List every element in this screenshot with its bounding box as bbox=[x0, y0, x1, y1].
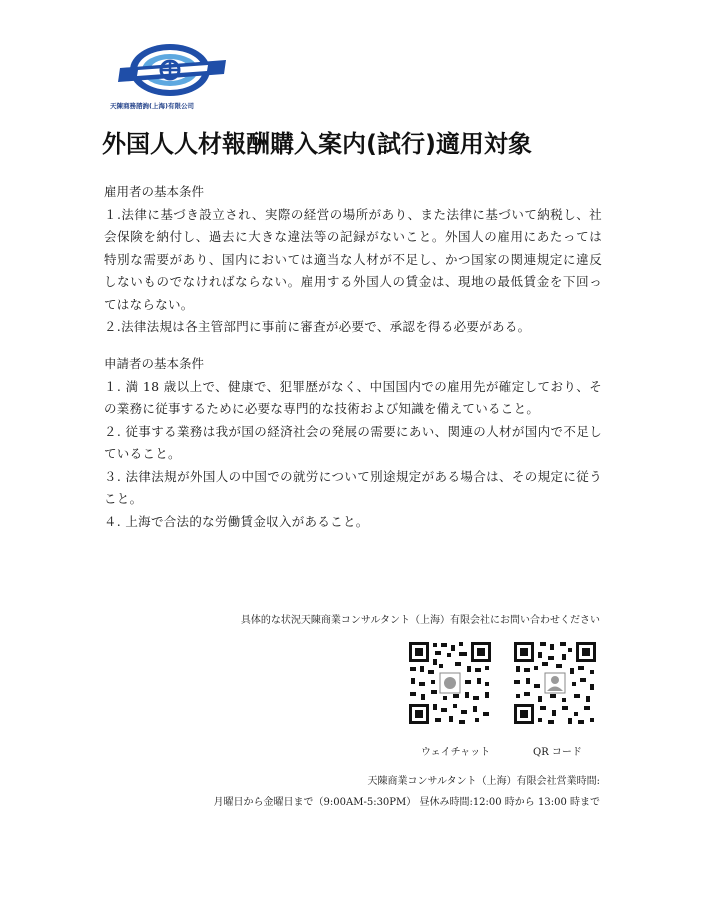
qr-code-label: QR コード bbox=[533, 747, 582, 758]
applicant-condition-item: ４. 上海で合法的な労働賃金収入があること。 bbox=[104, 513, 369, 529]
qr-code[interactable] bbox=[512, 640, 598, 726]
employer-conditions-heading: 雇用者の基本条件 bbox=[104, 184, 205, 199]
wechat-qr-code[interactable] bbox=[407, 640, 493, 726]
company-logo-caption: 天陳商務諮詢(上海)有限公司 bbox=[110, 102, 194, 110]
business-hours-detail: 月曜日から金曜日まで（9:00AM-5:30PM） 昼休み時間:12:00 時から 13:00 時まで bbox=[213, 797, 600, 808]
employer-conditions-section bbox=[104, 181, 602, 339]
applicant-condition-item: ２. 従事する業務は我が国の経済社会の発展の需要にあい、関連の人材が国内で不足していること。 bbox=[104, 423, 602, 461]
applicant-condition-item: ３. 法律法規が外国人の中国での就労について別途規定がある場合は、その規定に従うこと。 bbox=[104, 468, 602, 506]
employer-condition-item: ２.法律法規は各主管部門に事前に審査が必要で、承認を得る必要がある。 bbox=[104, 319, 531, 334]
wechat-label: ウェイチャット bbox=[421, 747, 491, 758]
applicant-conditions-heading: 申請者の基本条件 bbox=[104, 356, 205, 371]
qr-code-icon bbox=[512, 640, 598, 726]
page-title: 外国人人材報酬購入案内(試行)適用対象 bbox=[102, 130, 532, 158]
employer-condition-item: １.法律に基づき設立され、実際の経営の場所があり、また法律に基づいて納税し、社会保険を納付し、過去に大きな違法等の記録がないこと。外国人の雇用にあたっては特別な需要があり、国内においては適当な人材が不足し、かつ国家の関連規定に違反しないものでなければならない。雇用する外国人の賃金は、現地の最低賃金を下回ってはならない。 bbox=[104, 206, 602, 312]
business-hours-title: 天陳商業コンサルタント（上海）有限会社営業時間: bbox=[367, 776, 600, 787]
contact-instruction: 具体的な状況天陳商業コンサルタント（上海）有限会社にお問い合わせください bbox=[240, 615, 600, 626]
wechat-qr-icon bbox=[407, 640, 493, 726]
applicant-condition-item: １. 満 18 歳以上で、健康で、犯罪歴がなく、中国国内での雇用先が確定しており、その業務に従事するために必要な専門的な技術および知識を備えていること。 bbox=[104, 378, 602, 416]
applicant-conditions-section bbox=[104, 353, 602, 533]
